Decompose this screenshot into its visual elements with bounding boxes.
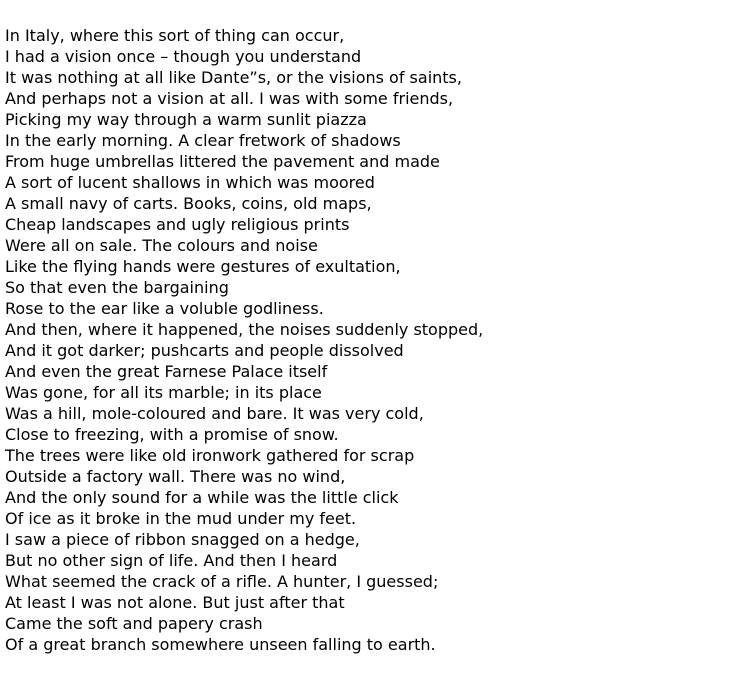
- poem-line: And perhaps not a vision at all. I was with some friends,: [5, 89, 454, 108]
- poem-line: Picking my way through a warm sunlit piazza: [5, 110, 367, 129]
- poem-line: Of ice as it broke in the mud under my feet.: [5, 509, 357, 528]
- poem-line: Close to freezing, with a promise of snow.: [5, 425, 339, 444]
- poem-text: [5, 25, 483, 655]
- poem-line: It was nothing at all like Dante”s, or the visions of saints,: [5, 68, 462, 87]
- poem-line: In Italy, where this sort of thing can occur,: [5, 26, 345, 45]
- poem-line: Like the flying hands were gestures of exultation,: [5, 257, 401, 276]
- poem-line: And then, where it happened, the noises suddenly stopped,: [5, 320, 484, 339]
- poem-line: Of a great branch somewhere unseen falling to earth.: [5, 635, 436, 654]
- poem-line: In the early morning. A clear fretwork of shadows: [5, 131, 401, 150]
- poem-line: Was gone, for all its marble; in its place: [5, 383, 322, 402]
- poem-line: A small navy of carts. Books, coins, old maps,: [5, 194, 372, 213]
- poem-line: From huge umbrellas littered the pavement and made: [5, 152, 440, 171]
- poem-line: I saw a piece of ribbon snagged on a hedge,: [5, 530, 360, 549]
- poem-line: Were all on sale. The colours and noise: [5, 236, 318, 255]
- poem-line: The trees were like old ironwork gathered for scrap: [5, 446, 415, 465]
- poem-line: And it got darker; pushcarts and people dissolved: [5, 341, 404, 360]
- poem-line: And the only sound for a while was the little click: [5, 488, 399, 507]
- poem-line: Was a hill, mole-coloured and bare. It was very cold,: [5, 404, 424, 423]
- poem-line: Outside a factory wall. There was no wind,: [5, 467, 346, 486]
- poem-line: Cheap landscapes and ugly religious prints: [5, 215, 350, 234]
- poem-line: Rose to the ear like a voluble godliness.: [5, 299, 324, 318]
- poem-line: What seemed the crack of a rifle. A hunter, I guessed;: [5, 572, 439, 591]
- poem-line: Came the soft and papery crash: [5, 614, 263, 633]
- poem-line: A sort of lucent shallows in which was moored: [5, 173, 375, 192]
- poem-line: So that even the bargaining: [5, 278, 229, 297]
- poem-line: And even the great Farnese Palace itself: [5, 362, 328, 381]
- poem-line: At least I was not alone. But just after that: [5, 593, 345, 612]
- poem-line: I had a vision once – though you understand: [5, 47, 362, 66]
- poem-line: But no other sign of life. And then I heard: [5, 551, 338, 570]
